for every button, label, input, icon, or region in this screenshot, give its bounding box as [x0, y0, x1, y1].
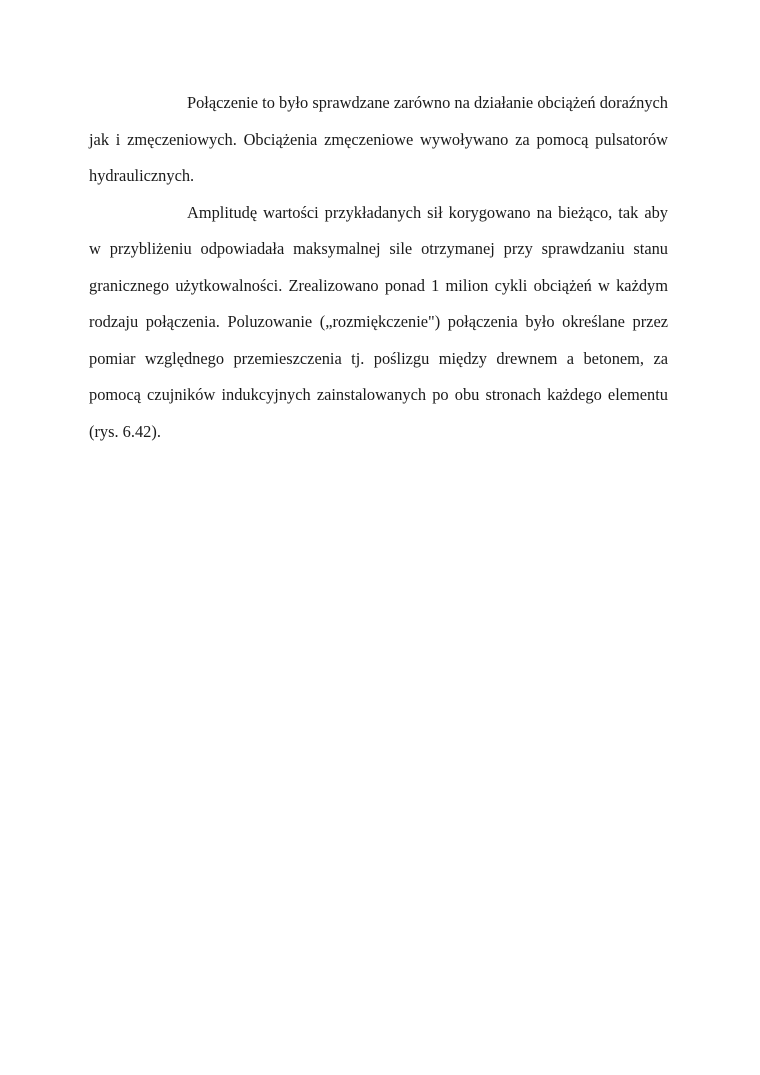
- paragraph-2: Amplitudę wartości przykładanych sił korygowano na bieżąco, tak aby w przybliżeniu odpowiadała maksymalnej sile otrzymanej przy sprawdzaniu stanu granicznego użytkowalności. Zrealizowano ponad 1 milion cykli obciążeń w każdym rodzaju połączenia. Poluzowanie („rozmiękczenie") połączenia było określane przez pomiar względnego przemieszczenia tj. poślizgu między drewnem a betonem, za pomocą czujników indukcyjnych zainstalowanych po obu stronach każdego elementu (rys. 6.42).: [89, 202, 668, 441]
- paragraph-1: Połączenie to było sprawdzane zarówno na działanie obciążeń doraźnych jak i zmęczeniowych. Obciążenia zmęczeniowe wywoływano za pomocą pulsatorów hydraulicznych.: [89, 93, 668, 185]
- document-body: [89, 85, 668, 450]
